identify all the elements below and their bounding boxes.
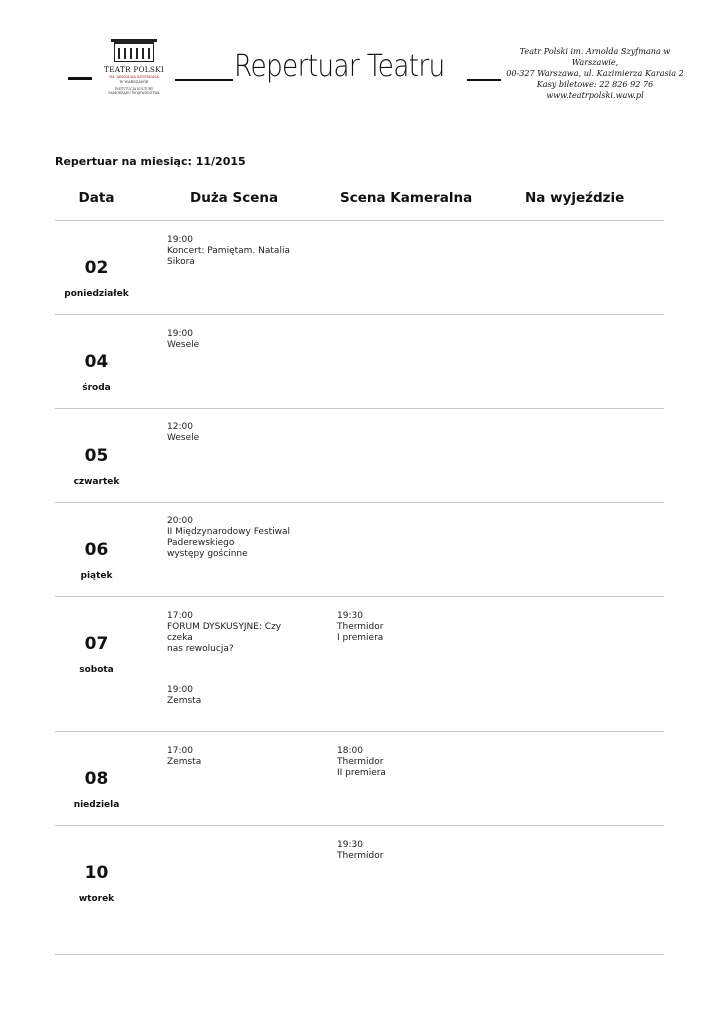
weekday: piątek [80, 571, 113, 581]
column-header-chamber-stage: Scena Kameralna [340, 190, 473, 206]
event-time: 19:30 [337, 611, 363, 621]
main-stage-cell [167, 422, 307, 444]
event-time: 18:00 [337, 746, 363, 756]
contact-line: www.teatrpolski.waw.pl [546, 90, 644, 100]
logo-name: TEATR POLSKI [104, 65, 164, 74]
chamber-stage-cell [337, 840, 487, 862]
contact-line: Teatr Polski im. Arnolda Szyfmana w Warszawie, [519, 46, 671, 67]
day-number: 07 [84, 634, 109, 654]
day-number: 04 [84, 352, 109, 372]
main-stage-cell [167, 516, 307, 560]
event [167, 516, 307, 560]
table-row [55, 409, 664, 502]
event [167, 685, 307, 707]
header-rule-right [467, 79, 501, 81]
table-row [55, 826, 664, 954]
event-time: 19:00 [167, 329, 193, 339]
main-stage-cell [167, 329, 307, 351]
chamber-stage-cell [337, 746, 487, 779]
day-number: 06 [84, 540, 109, 560]
event-time: 17:00 [167, 746, 193, 756]
weekday: sobota [79, 665, 114, 675]
contact-line: 00-327 Warszawa, ul. Kazimierza Karasia 2 [506, 68, 684, 78]
theatre-contact-info [503, 46, 687, 101]
event-note: II premiera [337, 768, 386, 778]
event [337, 840, 487, 862]
contact-line: Kasy biletowe: 22 826 92 76 [536, 79, 654, 89]
event-time: 19:00 [167, 235, 193, 245]
main-stage-cell [167, 235, 307, 268]
weekday: wtorek [78, 894, 115, 904]
event-title: Paderewskiego [167, 538, 235, 548]
table-row [55, 597, 664, 731]
event [167, 611, 307, 655]
event-title: Sikora [167, 257, 195, 267]
event-time: 19:00 [167, 685, 193, 695]
event [337, 611, 487, 644]
month-title: Repertuar na miesiąc: 11/2015 [55, 155, 246, 168]
event-title: Koncert: Pamiętam. Natalia [167, 246, 290, 256]
weekday: niedziela [73, 800, 120, 810]
event [167, 329, 307, 351]
event-title: nas rewolucja? [167, 644, 234, 654]
day-number: 05 [84, 446, 109, 466]
event [167, 235, 307, 268]
event-note: I premiera [337, 633, 384, 643]
theatre-logo [104, 42, 164, 94]
table-row [55, 503, 664, 596]
table-row [55, 732, 664, 825]
event-title: Thermidor [337, 622, 384, 632]
table-row [55, 315, 664, 408]
event [167, 746, 307, 768]
event-title: Wesele [167, 433, 200, 443]
day-number: 10 [84, 863, 109, 883]
event-title: Thermidor [337, 851, 384, 861]
table-row [55, 221, 664, 314]
header-rule-left [175, 79, 233, 81]
event-time: 19:30 [337, 840, 363, 850]
table-divider [55, 954, 664, 955]
header-rule-left-short [68, 77, 92, 80]
main-stage-cell [167, 746, 307, 768]
weekday: poniedziałek [64, 289, 129, 299]
event [337, 746, 487, 779]
event-title: Zemsta [167, 757, 202, 767]
event-title: Zemsta [167, 696, 202, 706]
event-note: występy gościnne [167, 549, 248, 559]
column-header-on-tour: Na wyjeździe [525, 190, 625, 206]
weekday: czwartek [73, 477, 120, 487]
weekday: środa [82, 383, 111, 393]
column-header-main-stage: Duża Scena [190, 190, 279, 206]
event-time: 20:00 [167, 516, 193, 526]
logo-subtitle: IM. ARNOLDA SZYFMANA [109, 75, 159, 79]
event-title: Thermidor [337, 757, 384, 767]
event [167, 422, 307, 444]
event-time: 12:00 [167, 422, 193, 432]
event-title: Wesele [167, 340, 200, 350]
logo-city: W WARSZAWIE [119, 80, 149, 84]
day-number: 08 [84, 769, 109, 789]
theatre-building-icon [114, 42, 154, 62]
chamber-stage-cell [337, 611, 487, 644]
column-header-date: Data [78, 190, 115, 206]
event-time: 17:00 [167, 611, 193, 621]
main-stage-cell [167, 611, 307, 707]
day-number: 02 [84, 258, 109, 278]
page-title: Repertuar Teatru [234, 49, 445, 84]
event-title: II Międzynarodowy Festiwal [167, 527, 291, 537]
event-title: FORUM DYSKUSYJNE: Czy czeka [167, 622, 282, 643]
logo-institution: INSTYTUCJA KULTURY SAMORZĄDU WOJEWÓDZTWA [108, 87, 160, 95]
